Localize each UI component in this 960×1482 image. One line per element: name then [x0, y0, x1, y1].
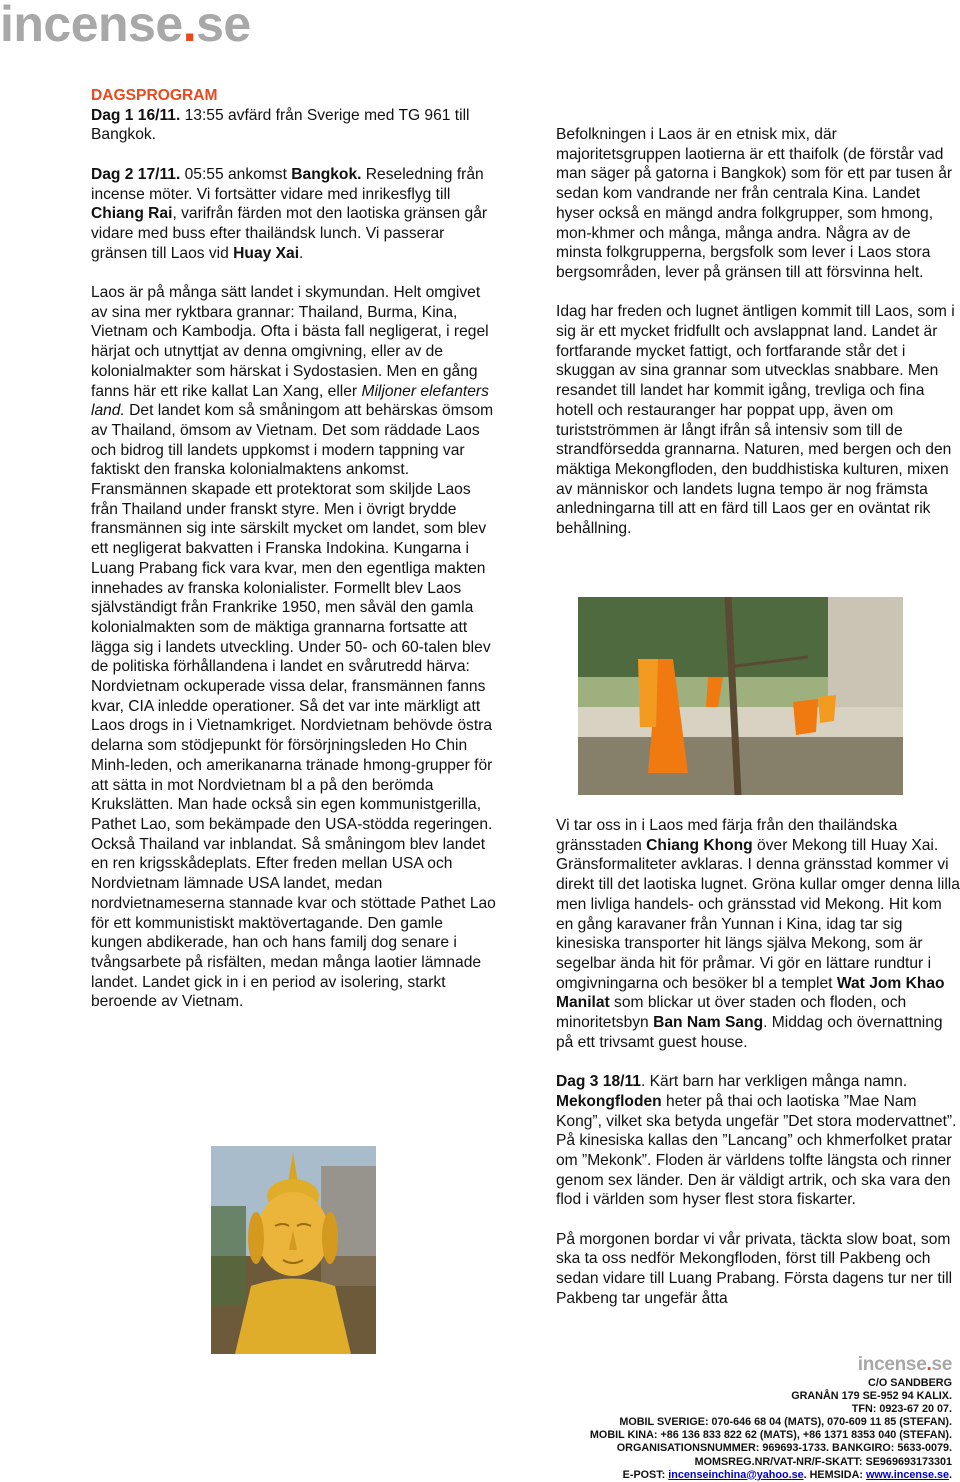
site-logo: incense.se	[0, 0, 251, 52]
place-wat-jom-khao-manilat: Wat Jom Khao Manilat	[556, 974, 945, 1012]
buddha-photo	[211, 1146, 376, 1354]
itinerary-intro	[91, 86, 496, 145]
web-label: . HEMSIDA:	[803, 1468, 866, 1481]
website-link[interactable]: www.incense.se	[865, 1468, 949, 1481]
footer-logo: incense.se	[857, 1354, 952, 1375]
day1-text: 13:55 avfärd från Sverige med TG 961 till Bangkok.	[91, 106, 470, 144]
day1-label: Dag 1 16/11.	[91, 106, 181, 124]
day2-text: .	[299, 244, 304, 262]
footer-line: TFN: 0923-67 20 07.	[851, 1403, 952, 1416]
day3-text: . Kärt barn har verkligen många namn.	[640, 1073, 908, 1091]
left-column	[91, 86, 496, 1032]
morning-paragraph: På morgonen bordar vi vår privata, täckta slow boat, som ska ta oss nedför Mekongfloden, först till Pakbeng och sedan vidare till Luang Prabang. Första dagens tur ner till Pakbeng tar ungefär åtta	[556, 1230, 953, 1307]
history-italic: Miljoner elefanters land.	[91, 382, 489, 420]
history-paragraph	[91, 283, 496, 1012]
program-heading: DAGSPROGRAM	[91, 87, 218, 104]
right-column	[556, 125, 960, 558]
border-text: som blickar ut över staden och floden, och minoritetsbyn	[556, 994, 907, 1032]
place-bangkok: Bangkok.	[291, 165, 362, 183]
peace-paragraph: Idag har freden och lugnet äntligen kommit till Laos, som i sig är ett mycket fridfullt och avslappnat land. Landet är fortfarande mycket fattigt, och fortfarande står det i skuggan av sina grannar som utvecklas snabbare. Men resandet till landet har kommit igång, trevliga och fina hotell och restauranger har poppat upp, även om turistströmmen är långt ifrån så intensiv som till de strandförsedda grannarna. Naturen, med bergen och den mäktiga Mekongfloden, den buddhistiska kulturen, mixen av människor och landets lugna tempo är nog främsta anledningarna till att en färd till Laos ger en oväntat rik behållning.	[556, 303, 955, 538]
day2-paragraph	[91, 165, 496, 264]
border-text: över Mekong till Huay Xai. Gränsformaliteter avklaras. I denna gränsstad kommer vi direkt till det laotiska lugnet. Gröna kullar omger denna lilla men livliga handels- och gränsstad vid Mekong. Hit kom en gång karavaner från Yunnan i Kina, idag tar sig kinesiska transporter hit längs själva Mekong, som är segelbar ända hit för pråmar. Vi gör en lättare rundtur i omgivningarna och besöker bl a templet	[556, 836, 960, 992]
footer-line: ORGANISATIONSNUMMER: 969693-1733. BANKGIRO: 5633-0079.	[616, 1442, 952, 1455]
border-text: . Middag och övernattning på ett trivsamt guest house.	[556, 1014, 943, 1051]
history-text: Det landet kom så småningom att behärskas ömsom av Thailand, ömsom av Vietnam. Det som räddade Laos och bidrog till landets uppkomst i modern tappning var faktiskt den franska kolonialmaktens ankomst. Fransmännen skapade ett protektorat som skiljde Laos från Thailand under franskt styre. Men i övrigt brydde fransmännen sig inte särskilt mycket om landet, som blev ett negligerat bakvatten i Franska Indokina. Kungarna i Luang Prabang fick vara kvar, men den egentliga makten innehades av franska kolonialister. Formellt blev Laos självständigt från Frankrike 1950, men såväl den gamla kolonialmakten som de mäktiga grannarna fortsatte att lägga sig i landets utveckling. Under 50- och 60-talen blev de politiska förhållandena i landet en svårutredd härva: Nordvietnam ockuperade vissa delar, fransmännen fanns kvar, CIA inledde operationer. Så det var inte märkligt att Laos drogs in i Vietnamkriget. Nordvietnam behövde östra delarna som stödjepunkt för försörjningsleden Ho Chin Minh-leden, och amerikanarna tränade hmong-grupper för att sätta in mot Nordvietnam bl a på den berömda Krukslätten. Man hade också sin egen kommunistgerilla, Pathet Lao, som bekämpade den USA-stödda regeringen. Också Thailand var inblandat. Så småningom blev landet en ren krigsskådeplats. Efter freden mellan USA och Nordvietnam lämnade USA landet, medan nordvietnameserna stannade kvar och stöttade Pathet Lao för ett kommunistiskt maktövertagande. Den gamle kungen abdikerade, han och hans familj dog senare i tvångsarbete på risfälten, medan många laotier lämnade landet. Landet gick in i en period av isolering, starkt beroende av Vietnam.	[91, 402, 496, 1011]
border-paragraph	[556, 816, 960, 1052]
day2-text: 05:55 ankomst	[180, 165, 292, 183]
place-ban-nam-sang: Ban Nam Sang	[653, 1014, 764, 1032]
place-chiang-rai: Chiang Rai	[91, 205, 173, 223]
footer-period: .	[949, 1468, 952, 1481]
day3-text: heter på thai och laotiska ”Mae Nam Kong”, vilket ska betyda ungefär ”Det stora modervattnet”. På kinesiska kallas den ”Lancang” och khmerfolket pratar om ”Mekonk”. Floden är världens tolfte längsta och rinner genom sex länder. Den är väldigt artrik, och ska vara den flod i världen som hyser flest stora fiskarter.	[556, 1092, 957, 1209]
footer-contact	[532, 1469, 952, 1482]
day2-text: Reseledning från incense möter. Vi fortsätter vidare med inrikesflyg till	[91, 165, 484, 203]
people-paragraph: Befolkningen i Laos är en etnisk mix, där majoritetsgruppen laotierna är ett thaifolk (de förstår vad man säger på gatorna i Bangkok) som för ett par tusen år sedan kom vandrande ner från centrala Kina. Landet hyser också en mängd andra folkgrupper, som hmong, mon-khmer och många, många andra. Några av de minsta folkgrupperna, bergsfolk som lever i Laos stora bergsområden, lever på gränsen till att försvinna helt.	[556, 126, 953, 281]
company-footer	[532, 1353, 952, 1482]
day3-label: Dag 3 18/11	[556, 1073, 641, 1091]
buddha-illustration	[211, 1146, 376, 1354]
right-column-lower	[556, 816, 960, 1328]
place-chiang-khong: Chiang Khong	[646, 836, 753, 854]
orange-robes-photo	[578, 597, 903, 795]
border-text: Vi tar oss in i Laos med färja från den thailändska gränsstaden	[556, 817, 898, 854]
email-link[interactable]: incenseinchina@yahoo.se	[668, 1468, 804, 1481]
footer-line: MOBIL KINA: +86 136 833 822 62 (MATS), +86 1371 8353 040 (STEFAN).	[589, 1429, 952, 1442]
footer-line: GRANÅN 179 SE-952 94 KALIX.	[791, 1390, 952, 1403]
place-huay-xai: Huay Xai	[233, 244, 300, 262]
email-label: E-POST:	[622, 1468, 669, 1481]
place-mekongfloden: Mekongfloden	[556, 1092, 662, 1110]
history-text: Laos är på många sätt landet i skymundan. Helt omgivet av sina mer ryktbara grannar: Thailand, Burma, Kina, Vietnam och Kambodja. Ofta i bästa fall negligerat, i regel härjat och utnyttjat av denna omgivning, eller av de kolonialmakter som härskat i Sydostasien. Men en gång fanns här ett rike kallat Lan Xang, eller	[91, 284, 489, 400]
footer-line: C/O SANDBERG	[868, 1377, 952, 1389]
footer-line: MOBIL SVERIGE: 070-646 68 04 (MATS), 070-609 11 85 (STEFAN).	[619, 1416, 952, 1429]
day2-text: , varifrån färden mot den laotiska gränsen går vidare med buss efter thailändsk lunch. Vi passerar gränsen till Laos vid	[91, 205, 488, 262]
footer-line: MOMSREG.NR/VAT-NR/F-SKATT: SE969693173301	[694, 1455, 952, 1468]
day3-paragraph	[556, 1072, 960, 1210]
day2-label: Dag 2 17/11.	[91, 165, 181, 183]
robes-illustration	[578, 597, 903, 795]
